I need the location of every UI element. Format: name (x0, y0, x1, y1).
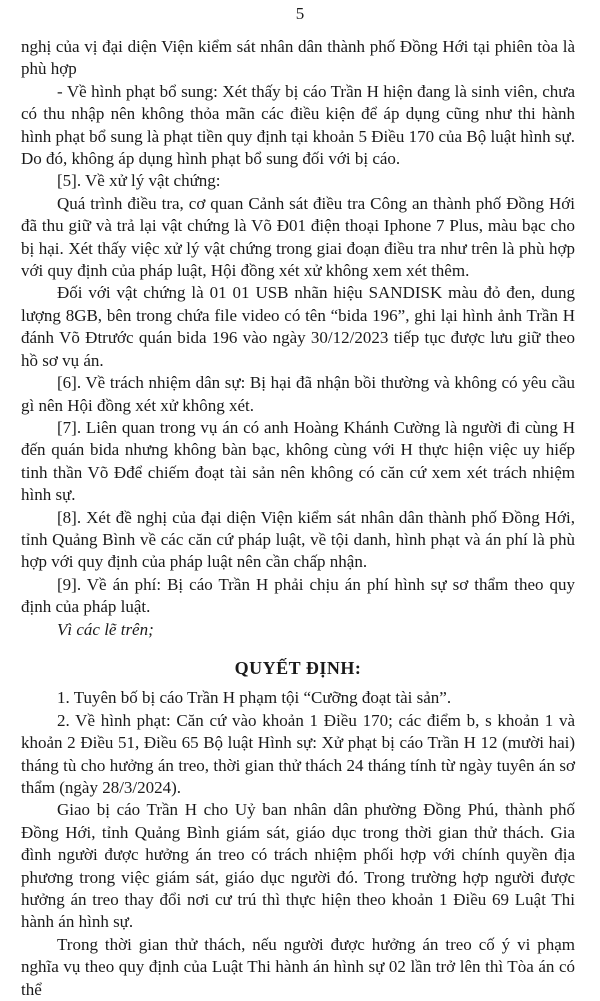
paragraph-evidence-phone: Quá trình điều tra, cơ quan Cảnh sát điều tra Công an thành phố Đồng Hới đã thu giữ và trả lại vật chứng là Võ Đ01 điện thoại Iphone 7 Plus, màu bạc cho bị hại. Xét thấy việc xử lý vật chứng trong giai đoạn điều tra như trên là phù hợp với quy định của pháp luật, Hội đồng xét xử không xem xét thêm. (21, 193, 575, 281)
decision-item-1: 1. Tuyên bố bị cáo Trần H phạm tội “Cưỡng đoạt tài sản”. (57, 688, 452, 708)
closing-phrase: Vì các lẽ trên; (57, 619, 154, 639)
paragraph-related-person: [7]. Liên quan trong vụ án có anh Hoàng Khánh Cường là người đi cùng H đến quán bida nhưng không bàn bạc, không cùng với H thực hiện việc uy hiếp tinh thần Võ Đđể chiếm đoạt tài sản nên không có căn cứ xem xét trách nhiệm hình sự. (21, 417, 575, 505)
page-number: 5 (295, 4, 305, 23)
paragraph-civil-liability: [6]. Về trách nhiệm dân sự: Bị hại đã nhận bồi thường và không có yêu cầu gì nên Hội đồng xét xử không xét. (21, 373, 575, 415)
document-body (21, 36, 575, 1001)
paragraph-court-fee: [9]. Về án phí: Bị cáo Trần H phải chịu án phí hình sự sơ thẩm theo quy định của pháp luật. (21, 574, 575, 617)
paragraph-continuation: nghị của vị đại diện Viện kiểm sát nhân dân thành phố Đồng Hới tại phiên tòa là phù hợp (21, 37, 575, 79)
decision-supervision: Giao bị cáo Trần H cho Uỷ ban nhân dân phường Đồng Phú, thành phố Đồng Hới, tỉnh Quảng Bình giám sát, giáo dục trong thời gian thử thách. Gia đình người được hưởng án treo có trách nhiệm phối hợp với chính quyền địa phương trong việc giám sát, giáo dục người đó. Trong trường hợp người được hưởng án treo thay đổi nơi cư trú thì thực hiện theo khoản 1 Điều 69 Luật Thi hành án hình sự. (21, 800, 575, 932)
decision-heading: QUYẾT ĐỊNH: (234, 657, 362, 678)
paragraph-prosecutor-proposal: [8]. Xét đề nghị của đại diện Viện kiểm sát nhân dân thành phố Đồng Hới, tỉnh Quảng Bình về các căn cứ pháp luật, về tội danh, hình phạt và án phí là phù hợp với quy định của pháp luật nên cần chấp nhận. (21, 507, 575, 572)
paragraph-evidence-usb: Đối với vật chứng là 01 01 USB nhãn hiệu SANDISK màu đỏ đen, dung lượng 8GB, bên trong chứa file video có tên “bida 196”, ghi lại hình ảnh Trần H đánh Võ Đtrước quán bida 196 vào ngày 30/12/2023 tiếp tục được lưu giữ theo hồ sơ vụ án. (21, 283, 575, 370)
paragraph-evidence-heading: [5]. Về xử lý vật chứng: (57, 171, 221, 191)
paragraph-supplementary-penalty: - Về hình phạt bổ sung: Xét thấy bị cáo Trần H hiện đang là sinh viên, chưa có thu nhập nên không thỏa mãn các điều kiện để áp dụng cũng như thi hành hình phạt bổ sung là phạt tiền quy định tại khoản 5 Điều 170 của Bộ luật hình sự. Do đó, không áp dụng hình phạt bổ sung đối với bị cáo. (21, 81, 575, 169)
decision-probation-violation: Trong thời gian thử thách, nếu người được hưởng án treo cố ý vi phạm nghĩa vụ theo quy định của Luật Thi hành án hình sự 02 lần trở lên thì Tòa án có thể (21, 934, 575, 999)
decision-item-2: 2. Về hình phạt: Căn cứ vào khoản 1 Điều 170; các điểm b, s khoản 1 và khoản 2 Điều 51, Điều 65 Bộ luật Hình sự: Xử phạt bị cáo Trần H 12 (mười hai) tháng tù cho hưởng án treo, thời gian thử thách 24 tháng tính từ ngày tuyên án sơ thẩm (ngày 28/3/2024). (21, 710, 575, 797)
